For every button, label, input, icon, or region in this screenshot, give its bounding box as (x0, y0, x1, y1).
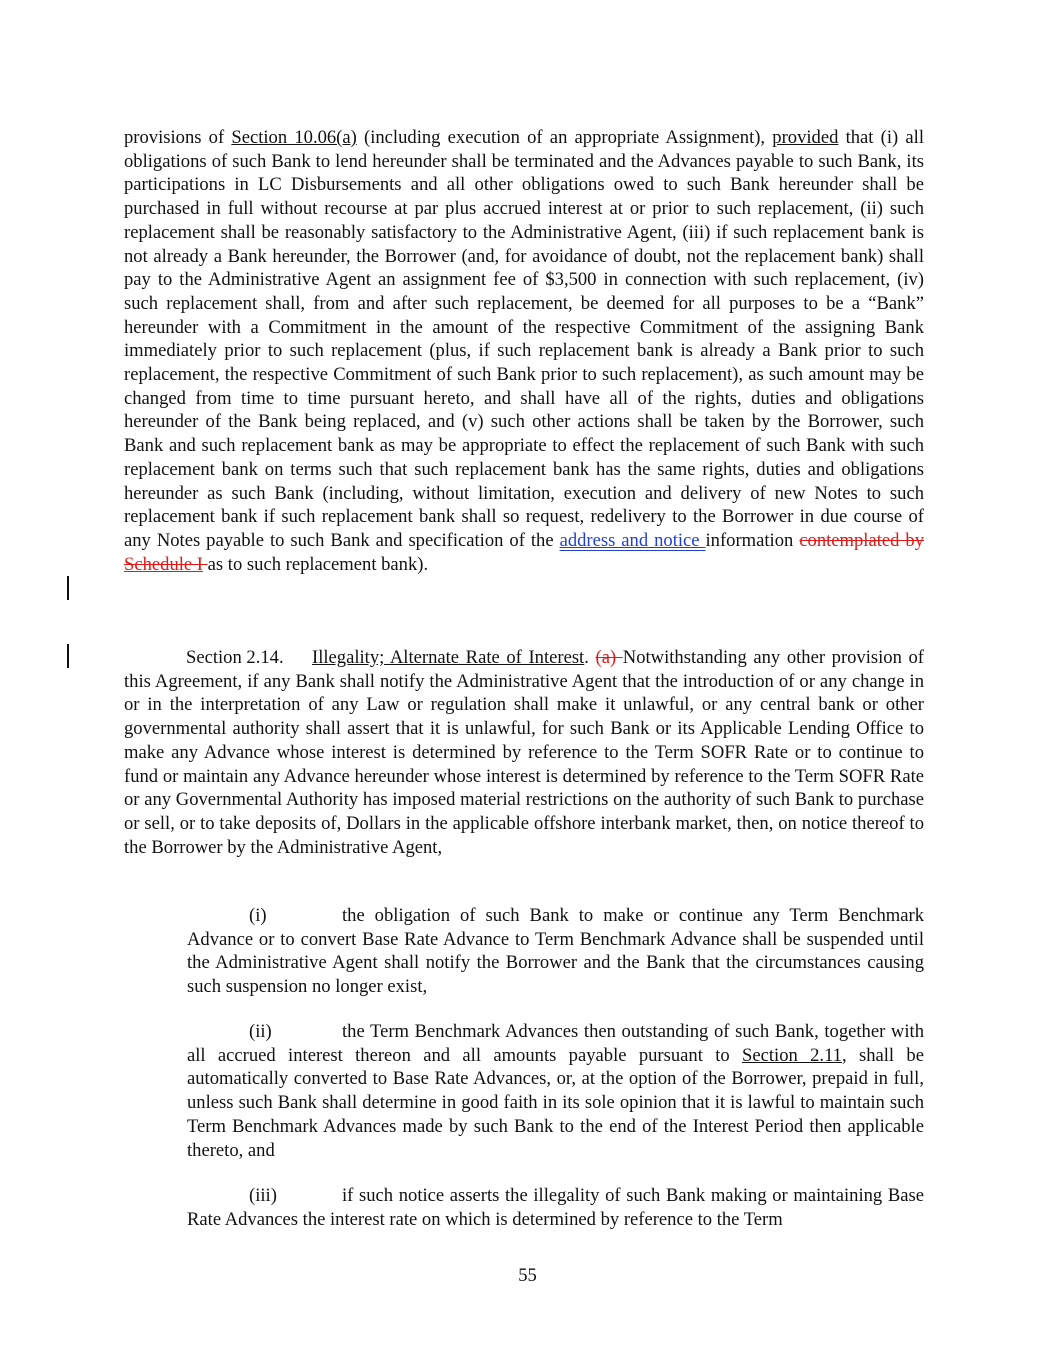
section-2-14-paragraph (124, 646, 924, 859)
text-run: as to such replacement bank). (207, 553, 429, 575)
deleted-text: Schedule I (124, 553, 203, 575)
text-run: information (705, 529, 800, 551)
clause-text: the Term Benchmark Advances then outstanding of such Bank, together with all accrued interest thereon and all amounts payable pursuant to (187, 1021, 924, 1066)
clause-number: (iii) (249, 1185, 277, 1206)
clause-ii (187, 1020, 924, 1162)
change-bar (67, 644, 69, 668)
text-run: that (i) all obligations of such Bank to lend hereunder shall be terminated and the Advances payable to such Bank, its participations in LC Disbursements and all other obligations owed to such Bank hereunder shall be purchased in full without recourse at par plus accrued interest at or prior to such replacement, (ii) such replacement shall be reasonably satisfactory to the Administrative Agent, (iii) if such replacement bank is not already a Bank hereunder, the Borrower (and, for avoidance of doubt, not the replacement bank) shall pay to the Administrative Agent an assignment fee of $3,500 in connection with such replacement, (iv) such replacement shall, from and after such replacement, be deemed for all purposes to be a “Bank” hereunder with a Commitment in the amount of the respective Commitment of the assigning Bank immediately prior to such replacement (plus, if such replacement bank is already a Bank prior to such replacement, the respective Commitment of such Bank prior to such replacement), as such amount may be changed from time to time pursuant hereto, and shall have all of the rights, duties and obligations hereunder of the Bank being replaced, and (v) such other actions shall be taken by the Borrower, such Bank and such replacement bank as may be appropriate to effect the replacement of such Bank with such replacement bank on terms such that such replacement bank has the same rights, duties and obligations hereunder as such Bank (including, without limitation, execution and delivery of new Notes to such replacement bank if such replacement bank shall so request, redelivery to the Borrower in due course of any Notes payable to such Bank and specification of the (124, 127, 924, 551)
clause-text: if such notice asserts the illegality of such Bank making or maintaining Base Rate Advances the interest rate on which is determined by reference to the Term (187, 1185, 924, 1230)
clause-iii (187, 1184, 924, 1231)
section-number: Section 2.14. (186, 647, 284, 668)
text-run: (including execution of an appropriate Assignment), (356, 127, 773, 148)
change-bar (67, 576, 69, 600)
section-reference: Section 10.06(a) (231, 127, 357, 148)
clause-number: (i) (249, 905, 267, 926)
clause-i (187, 904, 924, 999)
deleted-text: (a) (595, 647, 623, 668)
paragraph-replacement-provisions (124, 126, 924, 576)
page-number: 55 (518, 1265, 537, 1286)
clause-text: the obligation of such Bank to make or continue any Term Benchmark Advance or to convert Base Rate Advance to Term Benchmark Advance shall be suspended until the Administrative Agent shall notify the Borrower and the Bank that the circumstances causing such suspension no longer exist, (187, 905, 924, 998)
provided-term: provided (772, 127, 839, 148)
deleted-text: contemplated by (799, 529, 925, 551)
section-reference: Section 2.11 (742, 1044, 842, 1066)
text-run: . (584, 647, 589, 668)
inserted-text: address and notice (559, 529, 706, 551)
section-heading: Illegality; Alternate Rate of Interest (312, 647, 585, 668)
text-run: provisions of (124, 127, 232, 148)
clause-number: (ii) (249, 1021, 272, 1042)
section-body: Notwithstanding any other provision of this Agreement, if any Bank shall notify the Administrative Agent that the introduction of or any change in or in the interpretation of any Law or regulation shall make it unlawful, or any central bank or other governmental authority shall assert that it is unlawful, for such Bank or its Applicable Lending Office to make any Advance whose interest is determined by reference to the Term SOFR Rate or to continue to fund or maintain any Advance hereunder whose interest is determined by reference to the Term SOFR Rate or any Governmental Authority has imposed material restrictions on the authority of such Bank to purchase or sell, or to take deposits of, Dollars in the applicable offshore interbank market, then, on notice thereof to the Borrower by the Administrative Agent, (124, 647, 924, 858)
clause-text: , shall be automatically converted to Base Rate Advances, or, at the option of the Borrower, prepaid in full, unless such Bank shall determine in good faith in its sole opinion that it is lawful to maintain such Term Benchmark Advances made by such Bank to the end of the Interest Period then applicable thereto, and (187, 1044, 924, 1161)
